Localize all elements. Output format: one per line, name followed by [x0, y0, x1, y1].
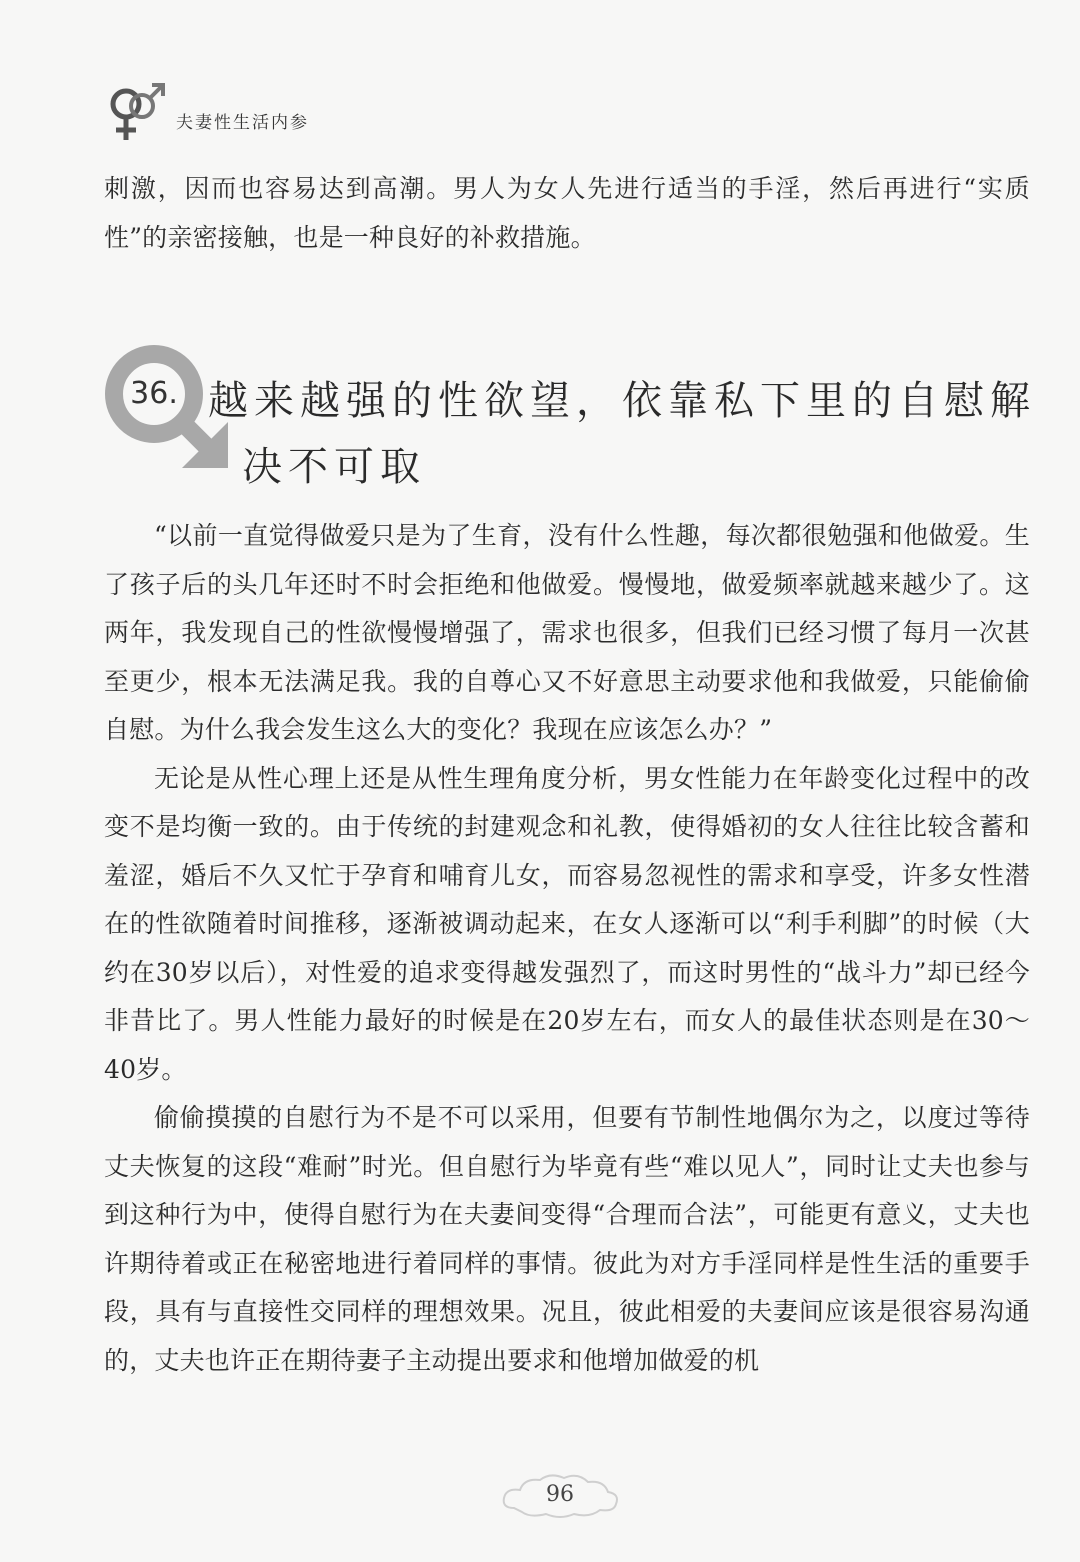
article-body	[104, 512, 1030, 1385]
running-header-title: 夫妻性生活内参	[176, 113, 309, 133]
paragraph-advice: 偷偷摸摸的自慰行为不是不可以采用，但要有节制性地偶尔为之，以度过等待丈夫恢复的这段“难耐”时光。但自慰行为毕竟有些“难以见人”，同时让丈夫也参与到这种行为中，使得自慰行为在夫妻间变得“合理而合法”，可能更有意义，丈夫也许期待着或正在秘密地进行着同样的事情。彼此为对方手淫同样是性生活的重要手段，具有与直接性交同样的理想效果。况且，彼此相爱的夫妻间应该是很容易沟通的，丈夫也许正在期待妻子主动提出要求和他增加做爱的机	[104, 1103, 1030, 1375]
section-title	[208, 368, 1038, 500]
section-title-line2: 决不可取	[242, 444, 426, 490]
section-number: 36.	[130, 376, 178, 411]
paragraph-quote: “以前一直觉得做爱只是为了生育，没有什么性趣，每次都很勉强和他做爱。生了孩子后的头几年还时不时会拒绝和他做爱。慢慢地，做爱频率就越来越少了。这两年，我发现自己的性欲慢慢增强了，需求也很多，但我们已经习惯了每月一次甚至更少，根本无法满足我。我的自尊心又不好意思主动要求他和我做爱，只能偷偷自慰。为什么我会发生这么大的变化？我现在应该怎么办？”	[104, 521, 1030, 744]
section-title-line1: 越来越强的性欲望，依靠私下里的自慰解	[208, 378, 1036, 424]
intro-paragraph	[104, 165, 1030, 262]
intro-paragraph-text: 刺激，因而也容易达到高潮。男人为女人先进行适当的手淫，然后再进行“实质性”的亲密接触，也是一种良好的补救措施。	[104, 174, 1030, 252]
gender-symbols-icon	[100, 80, 170, 148]
paragraph-analysis: 无论是从性心理上还是从性生理角度分析，男女性能力在年龄变化过程中的改变不是均衡一致的。由于传统的封建观念和礼教，使得婚初的女人往往比较含蓄和羞涩，婚后不久又忙于孕育和哺育儿女，而容易忽视性的需求和享受，许多女性潜在的性欲随着时间推移，逐渐被调动起来，在女人逐渐可以“利手利脚”的时候（大约在30岁以后），对性爱的追求变得越发强烈了，而这时男性的“战斗力”却已经今非昔比了。男人性能力最好的时候是在20岁左右，而女人的最佳状态则是在30～40岁。	[104, 763, 1030, 1084]
page-number: 96	[546, 1482, 574, 1507]
